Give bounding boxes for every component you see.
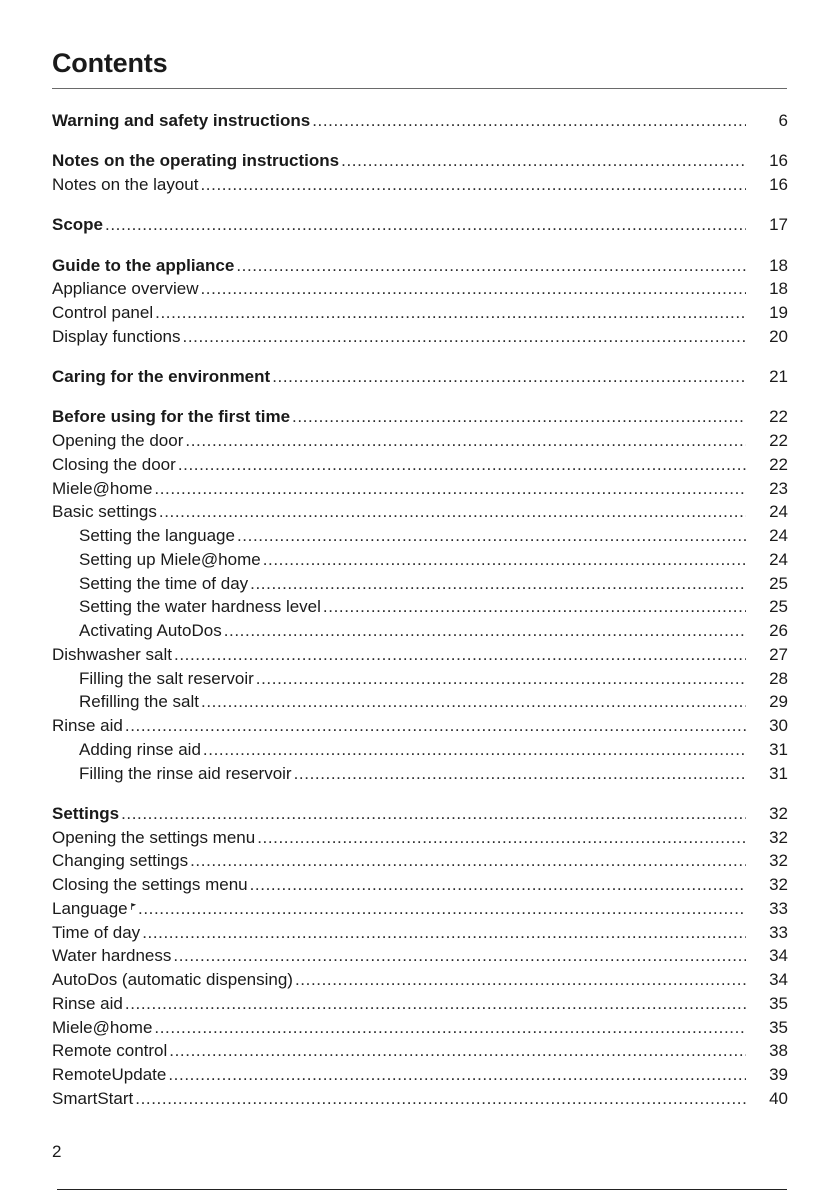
toc-entry-title: Rinse aid xyxy=(52,716,123,735)
toc-entry[interactable] xyxy=(52,109,788,133)
toc-entry-title: Filling the rinse aid reservoir xyxy=(79,763,292,783)
toc-entry[interactable] xyxy=(52,548,788,572)
toc-entry-title: Filling the salt reservoir xyxy=(79,668,254,688)
toc-entry-title: Setting the language xyxy=(79,526,235,545)
toc-entry-title: Opening the settings menu xyxy=(52,827,256,847)
title-divider xyxy=(52,88,787,89)
toc-entry-title: Warning and safety instructions xyxy=(52,111,311,130)
toc-entry-page: 6 xyxy=(778,111,788,130)
toc-entry-title: Setting the time of day xyxy=(79,573,249,593)
toc-entry[interactable] xyxy=(52,690,788,714)
toc-entry-title: Time of day xyxy=(52,922,141,942)
dot-leader xyxy=(323,595,746,619)
toc-entry[interactable] xyxy=(52,277,788,301)
toc-entry-page: 31 xyxy=(769,763,788,783)
toc-entry[interactable] xyxy=(52,254,788,278)
toc-entry-page: 22 xyxy=(769,407,788,427)
toc-entry-title: Display functions xyxy=(52,326,181,346)
toc-entry[interactable] xyxy=(52,968,788,992)
dot-leader xyxy=(237,524,746,548)
dot-leader xyxy=(292,405,746,429)
toc-entry[interactable] xyxy=(52,738,788,762)
dot-leader xyxy=(154,1016,746,1040)
toc-entry[interactable] xyxy=(52,667,788,691)
dot-leader xyxy=(201,690,746,714)
dot-leader xyxy=(295,968,746,992)
toc-entry-page: 35 xyxy=(769,1017,788,1037)
toc-entry-page: 29 xyxy=(769,692,788,712)
toc-entry-title: Miele@home xyxy=(52,1017,153,1037)
dot-leader xyxy=(190,849,746,873)
dot-leader xyxy=(138,897,746,921)
dot-leader xyxy=(256,667,746,691)
toc-entry-title: Before using for the first time xyxy=(52,407,291,427)
toc-entry-page: 35 xyxy=(769,993,788,1013)
toc-entry[interactable] xyxy=(52,477,788,501)
dot-leader xyxy=(178,453,746,477)
toc-entry-page: 34 xyxy=(769,946,788,966)
toc-entry-page: 27 xyxy=(769,644,788,664)
toc-entry-page: 18 xyxy=(769,255,788,275)
toc-entry-page: 32 xyxy=(769,803,788,823)
dot-leader xyxy=(250,873,746,897)
toc-entry-title: Dishwasher salt xyxy=(52,644,172,664)
dot-leader xyxy=(121,802,746,826)
toc-entry-page: 17 xyxy=(769,215,788,235)
toc-entry-title: Closing the door xyxy=(52,454,176,474)
toc-entry-title: Rinse aid xyxy=(52,993,123,1013)
toc-entry-page: 28 xyxy=(769,668,788,688)
toc-entry-title: Control panel xyxy=(52,303,154,322)
toc-entry-page: 33 xyxy=(769,922,788,942)
toc-entry-page: 32 xyxy=(769,827,788,847)
dot-leader xyxy=(105,213,746,237)
toc-entry-title: Caring for the environment xyxy=(52,367,271,386)
dot-leader xyxy=(312,109,746,133)
toc-entry[interactable] xyxy=(52,500,788,524)
page-title: Contents xyxy=(52,48,168,78)
dot-leader xyxy=(174,643,746,667)
toc-entry[interactable] xyxy=(52,524,788,548)
toc-entry-title: Notes on the operating instructions xyxy=(52,151,340,171)
toc-entry-page: 39 xyxy=(769,1065,788,1084)
dot-leader xyxy=(159,500,746,524)
toc-entry-title: Setting up Miele@home xyxy=(79,549,261,569)
dot-leader xyxy=(294,762,746,786)
toc-entry-title: Notes on the layout xyxy=(52,175,199,194)
table-of-contents xyxy=(52,109,788,1111)
toc-entry-page: 33 xyxy=(769,898,788,918)
toc-entry-page: 25 xyxy=(769,573,788,593)
dot-leader xyxy=(224,619,746,643)
toc-entry[interactable] xyxy=(52,405,788,429)
toc-entry[interactable] xyxy=(52,714,788,738)
dot-leader xyxy=(169,1039,746,1063)
toc-entry-title: Scope xyxy=(52,215,104,235)
toc-entry-page: 32 xyxy=(769,851,788,871)
toc-entry[interactable] xyxy=(52,921,788,945)
toc-entry[interactable] xyxy=(52,325,788,349)
toc-entry-page: 31 xyxy=(769,739,788,759)
toc-entry-page: 34 xyxy=(769,970,788,989)
toc-entry[interactable] xyxy=(52,149,788,173)
dot-leader xyxy=(142,921,746,945)
toc-entry[interactable] xyxy=(52,1087,788,1111)
toc-entry[interactable] xyxy=(52,595,788,619)
dot-leader xyxy=(200,277,746,301)
toc-entry-page: 25 xyxy=(769,597,788,617)
toc-entry[interactable] xyxy=(52,301,788,325)
toc-entry[interactable] xyxy=(52,897,788,921)
toc-entry-title: Refilling the salt xyxy=(79,692,200,712)
dot-leader xyxy=(155,301,746,325)
toc-entry-page: 20 xyxy=(769,326,788,346)
toc-entry-page: 32 xyxy=(769,875,788,894)
toc-entry-page: 30 xyxy=(769,716,788,735)
toc-entry-title: RemoteUpdate xyxy=(52,1065,167,1084)
toc-entry-title: Opening the door xyxy=(52,431,184,450)
dot-leader xyxy=(203,738,746,762)
dot-leader xyxy=(257,826,746,850)
toc-entry[interactable] xyxy=(52,992,788,1016)
toc-entry-page: 40 xyxy=(769,1088,788,1108)
toc-entry-title: Adding rinse aid xyxy=(79,739,201,759)
toc-entry-title: Settings xyxy=(52,803,120,823)
footer-divider xyxy=(57,1189,787,1190)
toc-entry-title: Basic settings xyxy=(52,502,157,522)
toc-entry-title: Setting the water hardness level xyxy=(79,597,321,617)
toc-entry[interactable] xyxy=(52,802,788,826)
toc-entry-page: 16 xyxy=(769,175,788,194)
dot-leader xyxy=(200,173,746,197)
toc-entry-page: 24 xyxy=(769,549,788,569)
toc-entry-page: 38 xyxy=(769,1041,788,1061)
toc-entry[interactable] xyxy=(52,1063,788,1087)
toc-entry-title: Remote control xyxy=(52,1041,168,1061)
toc-entry-title: Miele@home xyxy=(52,478,153,498)
toc-entry-title: Closing the settings menu xyxy=(52,875,248,894)
toc-entry[interactable] xyxy=(52,213,788,237)
dot-leader xyxy=(125,714,746,738)
toc-entry[interactable] xyxy=(52,643,788,667)
toc-entry[interactable] xyxy=(52,572,788,596)
dot-leader xyxy=(272,365,746,389)
dot-leader xyxy=(250,572,746,596)
toc-entry-title: Guide to the appliance xyxy=(52,255,235,275)
toc-entry[interactable] xyxy=(52,1039,788,1063)
toc-entry[interactable] xyxy=(52,619,788,643)
toc-entry-title: AutoDos (automatic dispensing) xyxy=(52,970,293,989)
dot-leader xyxy=(168,1063,746,1087)
toc-entry-page: 24 xyxy=(769,502,788,522)
dot-leader xyxy=(135,1087,746,1111)
dot-leader xyxy=(183,325,746,349)
toc-entry-title: Appliance overview xyxy=(52,279,199,299)
toc-entry[interactable] xyxy=(52,453,788,477)
toc-entry-title: Changing settings xyxy=(52,851,189,871)
dot-leader xyxy=(185,429,746,453)
toc-entry[interactable] xyxy=(52,826,788,850)
toc-entry-page: 18 xyxy=(769,279,788,299)
toc-entry-page: 22 xyxy=(769,431,788,450)
toc-entry[interactable] xyxy=(52,429,788,453)
toc-entry-page: 24 xyxy=(769,526,788,545)
dot-leader xyxy=(341,149,746,173)
dot-leader xyxy=(154,477,746,501)
dot-leader xyxy=(236,254,746,278)
toc-entry[interactable] xyxy=(52,762,788,786)
toc-entry[interactable] xyxy=(52,849,788,873)
toc-entry[interactable] xyxy=(52,1016,788,1040)
page-number: 2 xyxy=(52,1142,62,1161)
flag-icon xyxy=(131,899,136,914)
toc-entry-page: 26 xyxy=(769,621,788,640)
toc-entry-page: 16 xyxy=(769,151,788,171)
toc-entry[interactable] xyxy=(52,944,788,968)
toc-entry[interactable] xyxy=(52,173,788,197)
toc-entry-page: 21 xyxy=(769,367,788,386)
toc-entry-title: Language xyxy=(52,898,128,918)
toc-entry-title: SmartStart xyxy=(52,1088,134,1108)
toc-entry[interactable] xyxy=(52,873,788,897)
toc-entry-title: Water hardness xyxy=(52,946,172,966)
dot-leader xyxy=(173,944,746,968)
toc-entry[interactable] xyxy=(52,365,788,389)
toc-entry-page: 19 xyxy=(769,303,788,322)
dot-leader xyxy=(263,548,746,572)
toc-entry-title: Activating AutoDos xyxy=(79,621,222,640)
toc-entry-page: 23 xyxy=(769,478,788,498)
dot-leader xyxy=(125,992,746,1016)
toc-entry-page: 22 xyxy=(769,454,788,474)
